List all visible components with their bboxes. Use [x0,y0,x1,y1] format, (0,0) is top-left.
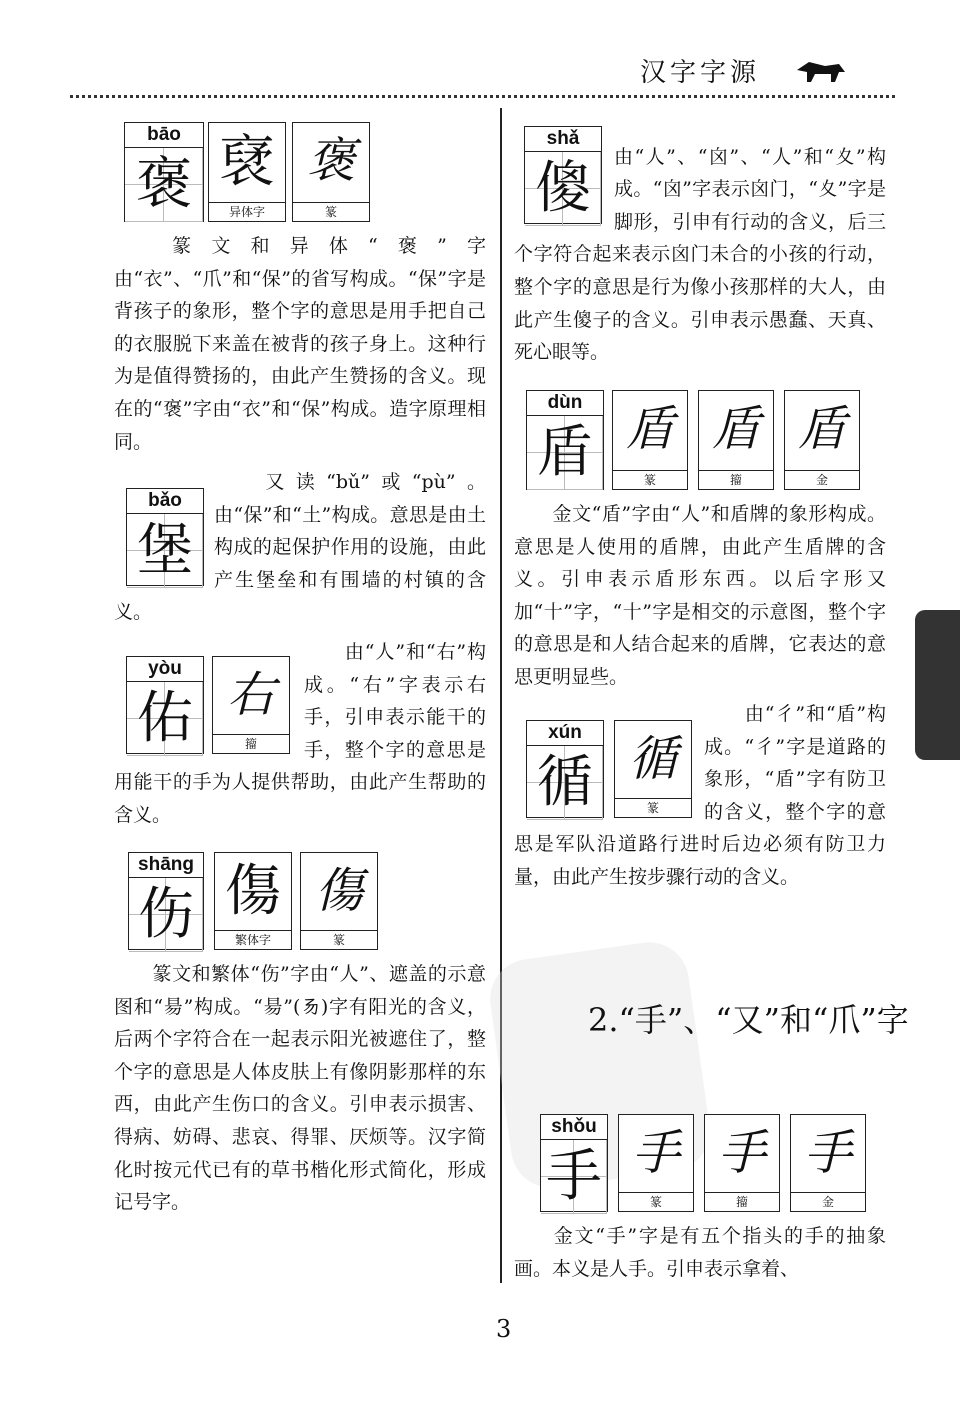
paragraph: 篆文和异体“褒”字由“衣”、“爪”和“保”的省写构成。“保”字是背孩子的象形，整个字的意思是用手把自己的衣服脱下来盖在被背的孩子身上。这种行为是值得赞扬的，由此产生赞扬的含义。现在的“褒”字由“衣”和“保”构成。造字原理相同。 [114,235,486,453]
pinyin: dùn [527,391,603,416]
column-divider [500,108,502,1283]
character: 手 [541,1140,607,1214]
paragraph: 金文“盾”字由“人”和盾牌的象形构成。意思是人使用的盾牌，由此产生盾牌的含义。引申表示盾形东西。以后字形又加“十”字，“十”字是相交的示意图，整个字的意思是和人结合起来的盾牌，它表达的意思更明显些。 [514,503,886,688]
variant-label: 金 [785,470,859,489]
paragraph: 由“人”和“右”构成。“右”字表示右手，引申表示能干的手，整个字的意思是用能干的手为人提供帮助，由此产生帮助的含义。 [114,641,486,826]
horse-icon [795,58,847,84]
variant-glyph: 裦 [219,130,275,195]
character: 傻 [525,152,601,226]
paragraph: 篆文和繁体“伤”字由“人”、遮盖的示意图和“昜”构成。“昜”(𠃓)字有阳光的含义，后两个字符合在一起表示阳光被遮住了，整个字的意思是人体皮肤上有像阴影那样的东西，由此产生伤口的含义。引申表示损害、得病、妨碍、悲哀、得罪、厌烦等。汉字简化时按元代已有的草书楷化形式简化，形成记号字。 [114,963,486,1214]
variant-glyph: 循 [628,731,677,787]
paragraph: 由“人”、“囟”、“人”和“夊”构成。“囟”字表示囟门，“夊”字是脚形，引申有行动的含义，后三个字符合起来表示囟门未合的小孩的行动，整个字的意思是行为像小孩那样的大人，由此产生傻子的含义。引申表示愚蠢、天真、死心眼等。 [514,145,886,364]
variant-label: 籀 [699,470,773,489]
variant-glyph: 傷 [225,859,281,924]
variant-label: 籀 [705,1192,779,1211]
variant-label: 金 [791,1192,865,1211]
variant-label: 繁体字 [215,930,291,949]
variant-box [784,390,860,490]
char-box-bao [124,122,204,222]
variant-glyph: 手 [631,1125,680,1181]
paragraph: 又读“bǔ”或“pù”。由“保”和“土”构成。意思是由土构成的起保护作用的设施，由此产生堡垒和有围墙的村镇的含义。 [114,471,486,624]
pinyin: shǎ [525,127,601,152]
variant-glyph: 右 [226,667,275,723]
paragraph: 金文“手”字是有五个指头的手的抽象画。本义是人手。引申表示拿着、 [514,1225,886,1280]
variant-box [698,390,774,490]
bronze-vessel-image [915,610,960,760]
variant-box [300,852,378,950]
character: 循 [527,746,603,820]
variant-box [214,852,292,950]
variant-glyph: 盾 [625,401,674,457]
variant-label: 篆 [293,202,369,221]
running-header: 汉字字源 [640,58,761,88]
variant-box [618,1114,694,1212]
character: 堡 [127,514,203,588]
pinyin: bǎo [127,489,203,514]
variant-box [790,1114,866,1212]
pinyin: yòu [127,657,203,682]
pinyin: xún [527,721,603,746]
pinyin: bāo [125,123,203,148]
variant-box [704,1114,780,1212]
pinyin: shǒu [541,1115,607,1140]
char-box-shou [540,1114,608,1212]
variant-glyph: 褒 [306,133,355,189]
variant-glyph: 手 [717,1125,766,1181]
paragraph: 由“彳”和“盾”构成。“彳”字是道路的象形，“盾”字有防卫的含义，整个字的意思是军队沿道路行进时后边必须有防卫力量，由此产生按步骤行动的含义。 [514,703,886,888]
variant-glyph: 盾 [711,401,760,457]
char-box-dun [526,390,604,490]
character: 盾 [527,416,603,490]
variant-box [208,122,286,222]
page-number: 3 [496,1315,512,1343]
character: 佑 [127,682,203,756]
section-heading: 2.“手”、“又”和“爪”字 [588,1001,909,1039]
variant-glyph: 盾 [797,401,846,457]
variant-label: 篆 [301,930,377,949]
pinyin: shāng [129,853,203,878]
char-box-shang [128,852,204,950]
variant-label: 篆 [613,470,687,489]
variant-box [612,390,688,490]
character: 伤 [129,878,203,952]
variant-label: 篆 [619,1192,693,1211]
header-rule [70,95,895,98]
variant-label: 异体字 [209,202,285,221]
variant-label: 篆 [615,798,691,817]
variant-label: 籀 [213,734,289,753]
variant-glyph: 手 [803,1125,852,1181]
variant-box [292,122,370,222]
variant-glyph: 傷 [314,863,363,919]
character: 褒 [125,148,203,222]
